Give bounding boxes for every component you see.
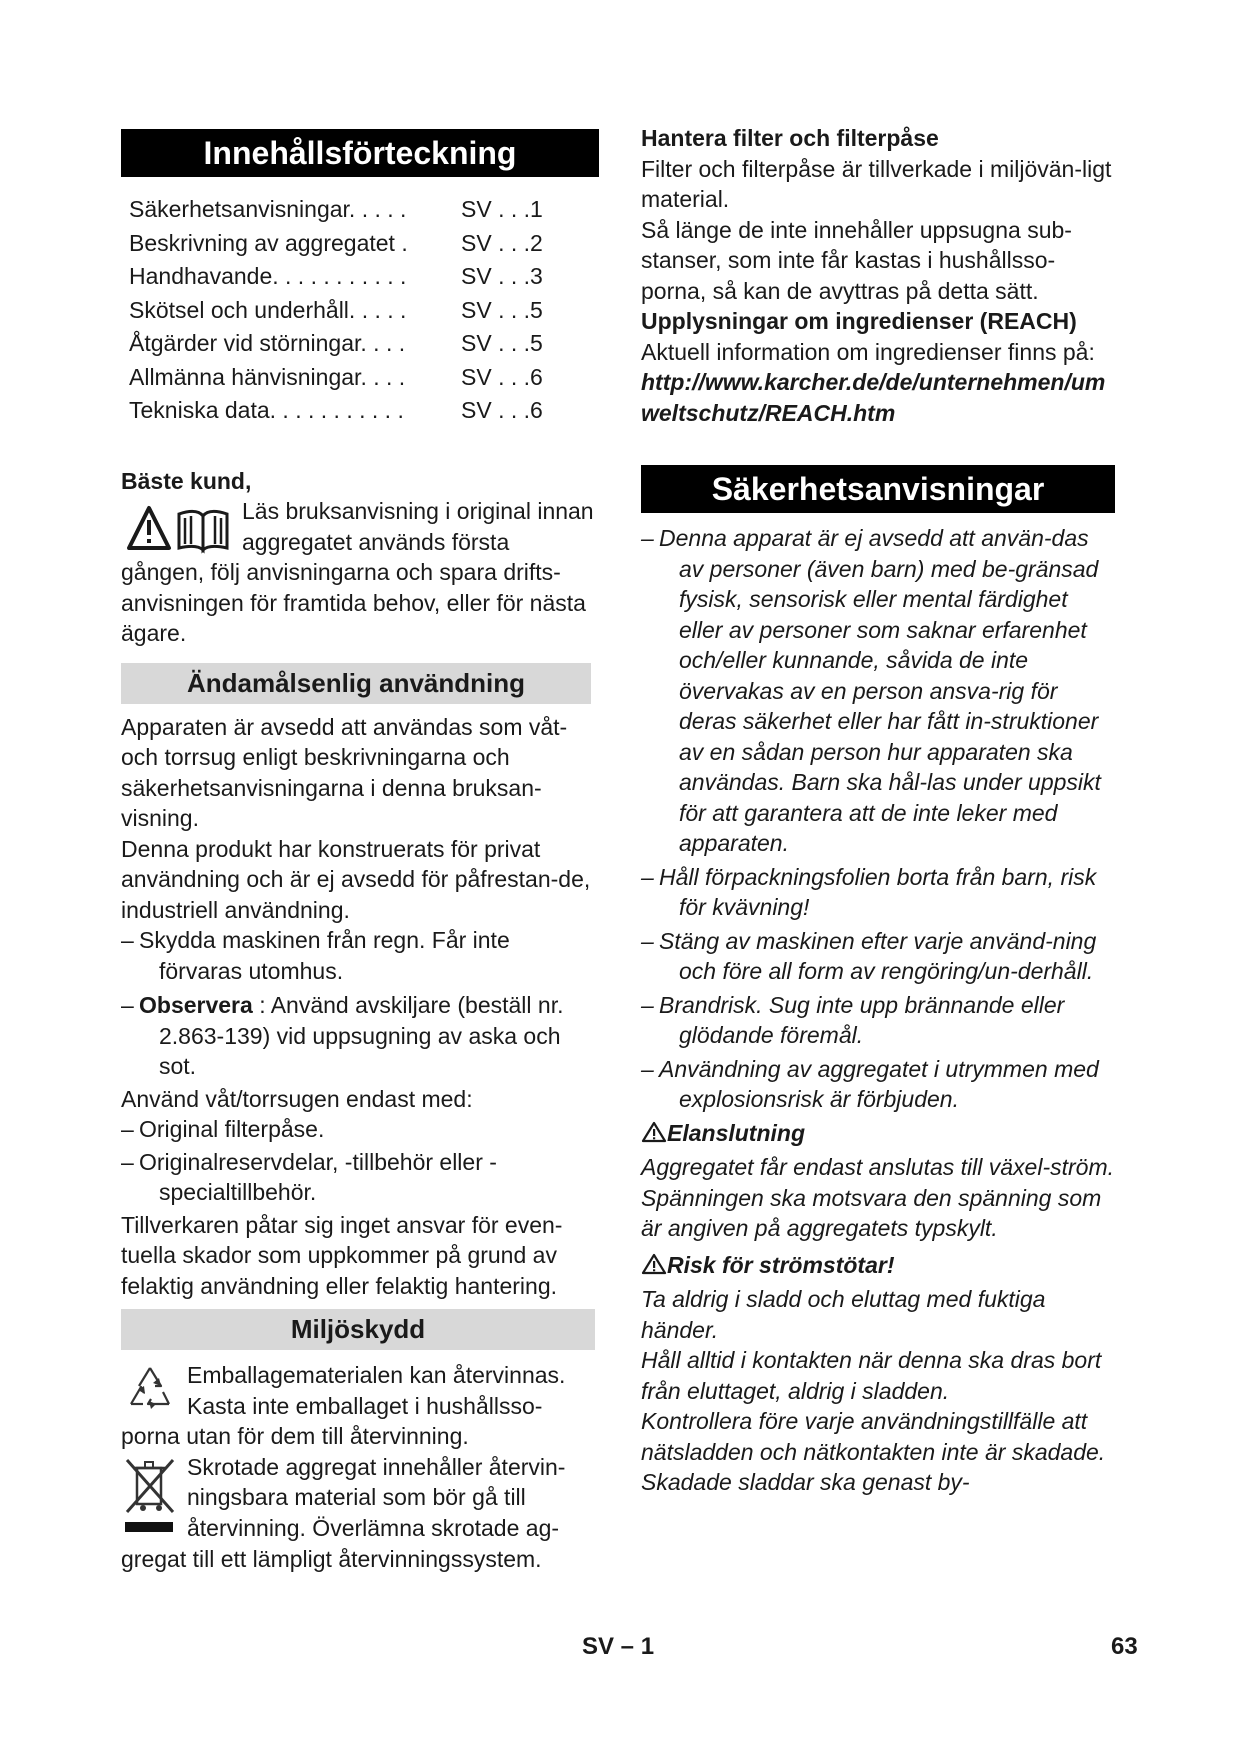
toc-item[interactable]: Åtgärder vid störningar. . . . SV . . .5 [129, 330, 543, 356]
usage-paragraph: Apparaten är avsedd att användas som våt- och torrsug enligt beskrivningarna och säkerhetsanvisningarna i denna bruksan-visning. [121, 713, 568, 831]
reach-link-row [641, 367, 1115, 428]
page-number: 63 [1111, 1633, 1138, 1660]
usage-heading: Ändamålsenlig användning [121, 663, 591, 704]
filter-paragraph: Filter och filterpåse är tillverkade i miljövän-ligt material. [641, 155, 1112, 212]
warning-icon [641, 1121, 667, 1143]
usage-paragraph: Tillverkaren påtar sig inget ansvar för even-tuella skador som uppkommer på grund av felaktig användning eller felaktig hantering. [121, 1211, 563, 1299]
risk-text: Håll alltid i kontakten när denna ska dras bort från eluttaget, aldrig i sladden. [641, 1347, 1102, 1404]
right-column [641, 125, 1115, 1498]
toc-item[interactable]: Handhavande. . . . . . . . . . . SV . . .3 [129, 263, 543, 289]
crossed-bin-icon [123, 1456, 177, 1540]
footer-section-label: SV – 1 [582, 1633, 655, 1660]
safety-item: – Brandrisk. Sug inte upp brännande eller glödande föremål. [641, 991, 1065, 1048]
usage-paragraph: Denna produkt har konstruerats för privat användning och är ej avsedd för påfrestan-de, industriell användning. [121, 835, 591, 923]
env-text-c: Skrotade aggregat innehåller återvin-ningsbara material som bör gå till återvinning. Överlämna skrotade ag- [187, 1453, 566, 1541]
reach-paragraph: Aktuell information om ingredienser finns på: [641, 338, 1095, 365]
intro-text-a: Läs bruksanvisning i original innan aggregatet används första [242, 498, 594, 555]
env-text-b: porna utan för dem till återvinning. [121, 1423, 469, 1449]
elan-heading: Elanslutning [641, 1118, 1115, 1149]
safety-heading: Säkerhetsanvisningar [641, 465, 1115, 513]
elan-text: Aggregatet får endast anslutas till växel-ström. Spänningen ska motsvara den spänning som är angiven på aggregatets typskylt. [641, 1154, 1115, 1241]
risk-text: Kontrollera före varje användningstillfälle att nätsladden och nätkontakten inte är skadade. Skadade sladdar ska genast by- [641, 1408, 1106, 1495]
reach-heading: Upplysningar om ingredienser (REACH) [641, 308, 1077, 334]
toc-item[interactable]: Beskrivning av aggregatet . SV . . .2 [129, 229, 543, 256]
greeting: Bäste kund, [121, 467, 252, 494]
env-text-a: Emballagematerialen kan återvinnas. Kasta inte emballaget i hushållsso- [187, 1362, 566, 1419]
env-heading: Miljöskydd [121, 1309, 595, 1350]
usage-bullet: – Original filterpåse. [121, 1116, 325, 1142]
recycle-icon [123, 1364, 177, 1416]
table-of-contents [129, 193, 549, 428]
usage-paragraph: Använd våt/torrsugen endast med: [121, 1085, 473, 1112]
risk-text: Ta aldrig i sladd och eluttag med fuktiga händer. [641, 1286, 1046, 1343]
intro-text-b: gången, följ anvisningarna och spara drifts-anvisningen för framtida behov, eller för nästa ägare. [121, 559, 586, 646]
safety-item: – Användning av aggregatet i utrymmen med explosionsrisk är förbjuden. [641, 1055, 1099, 1112]
risk-heading: Risk för strömstötar! [641, 1250, 1115, 1281]
env-text-d: gregat till ett lämpligt återvinningssystem. [121, 1545, 542, 1572]
weee-row [121, 1452, 599, 1544]
warning-icon [641, 1253, 667, 1275]
usage-bullet: – Observera : Använd avskiljare (beställ nr. 2.863-139) vid uppsugning av aska och sot. [121, 992, 564, 1079]
toc-item[interactable]: Allmänna hänvisningar. . . . SV . . .6 [129, 363, 543, 390]
recycle-row [121, 1360, 599, 1421]
reach-link[interactable]: http://www.karcher.de/de/unternehmen/umweltschutz/REACH.htm [641, 369, 1106, 426]
filter-paragraph: Så länge de inte innehåller uppsugna sub-stanser, som inte får kastas i hushållsso-porna, så kan de avyttras på detta sätt. [641, 216, 1072, 304]
safety-list [641, 523, 1115, 1115]
toc-item[interactable]: Skötsel och underhåll. . . . . SV . . .5 [129, 296, 543, 323]
toc-item[interactable]: Säkerhetsanvisningar. . . . . SV . . .1 [129, 196, 543, 222]
intro-icon-row [121, 496, 599, 557]
safety-item: – Stäng av maskinen efter varje använd-ning och före all form av rengöring/un-derhåll. [641, 927, 1097, 984]
toc-heading: Innehållsförteckning [121, 129, 599, 177]
usage-bullet: – Skydda maskinen från regn. Får inte förvaras utomhus. [121, 927, 510, 984]
usage-bullet: – Originalreservdelar, -tillbehör eller -specialtillbehör. [121, 1148, 497, 1205]
filter-heading: Hantera filter och filterpåse [641, 125, 939, 151]
left-column [121, 129, 599, 1574]
warning-manual-icon [127, 504, 239, 556]
toc-item[interactable]: Tekniska data. . . . . . . . . . . SV . . .6 [129, 397, 543, 423]
safety-item: – Denna apparat är ej avsedd att använ-das av personer (även barn) med be-gränsad fysisk, sensorisk eller mental färdighet eller av personer som saknar erfarenhet och/eller kunnande, såvida de inte övervakas av en person ansva-rig för deras säkerhet eller har fått in-struktioner av en sådan person hur apparaten ska användas. Barn ska hål-las under uppsikt för att garantera att de inte leker med apparaten. [641, 525, 1101, 856]
safety-item: – Håll förpackningsfolien borta från barn, risk för kvävning! [641, 863, 1097, 920]
